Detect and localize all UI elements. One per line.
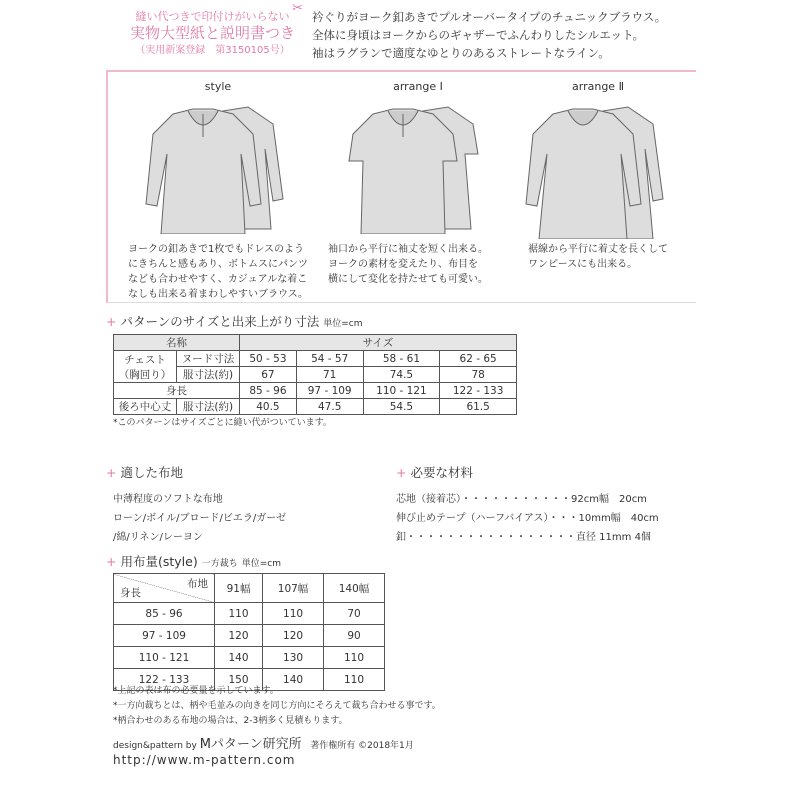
corner-top: 布地 [187,578,208,590]
chest-label: チェスト（胸回り） [114,351,177,383]
style-card [128,80,308,300]
fabric-heading: + 適した布地 [106,465,183,480]
cell: 97 - 109 [114,625,215,647]
credit-prefix: design&pattern by [113,741,197,751]
cell: 74.5 [363,367,440,383]
table-row [114,625,385,647]
size-section-heading: + パターンのサイズと出来上がり寸法 単位=cm [106,314,363,329]
cell: 122 - 133 [440,383,517,399]
style-desc: 横にして変化を持たせても可愛い。 [328,274,488,285]
intro-line: 衿ぐりがヨーク釦あきでプルオーバータイプのチュニックブラウス。 [312,10,667,24]
cell: 78 [440,367,517,383]
unit-label: 単位=cm [323,319,363,329]
cell: 110 [324,669,385,691]
fabric-line: 中薄程度のソフトな布地 [113,494,223,505]
intro-text [312,8,666,62]
material-value: 92cm幅 20cm [571,494,647,505]
cell: 40.5 [240,399,297,415]
cell: 97 - 109 [296,383,363,399]
cell: 50 - 53 [240,351,297,367]
fabric-line: ローン/ボイル/ブロード/ビエラ/ガーゼ [113,513,287,524]
badge-registration: （実用新案登録 第3150105号） [135,45,290,56]
copyright: 著作権所有 ©2018年1月 [310,741,414,751]
style-variations-panel [106,70,696,303]
material-item [396,528,659,547]
cell: 110 - 121 [114,647,215,669]
cell: 120 [263,625,324,647]
yardage-table [113,573,385,691]
full-size-pattern-badge [130,1,303,59]
table-row [114,647,385,669]
table-row [114,603,385,625]
size-table [113,334,517,415]
fabric-list [113,490,286,547]
yardage-notes [113,684,441,729]
dress-illustration [143,99,293,234]
note: *上記の表は布の必要量を示しています。 [113,686,279,696]
cell: 110 [263,603,324,625]
column-header: 91幅 [215,574,263,603]
cell: 140 [263,669,324,691]
badge-title: 実物大型紙と説明書つき [130,24,296,42]
cell: 85 - 96 [240,383,297,399]
garment-label: 服寸法(約) [177,367,240,383]
fabric-line: /綿/リネン/レーヨン [113,532,203,543]
cell: 130 [263,647,324,669]
cell: 61.5 [440,399,517,415]
nude-label: ヌード寸法 [177,351,240,367]
cell: 47.5 [296,399,363,415]
size-note: *このパターンはサイズごとに縫い代がついています。 [113,418,332,428]
section-title: パターンのサイズと出来上がり寸法 [120,314,320,329]
cell: 85 - 96 [114,603,215,625]
style-desc: ヨークの釦あきで1枚でもドレスのよう [128,244,305,255]
dress-illustration [523,99,673,239]
style-desc: なども合わせやすく、カジュアルな着こ [128,274,308,285]
cell: 67 [240,367,297,383]
material-name: 伸び止めテープ（ハーフバイアス）・・・ [396,513,579,524]
style-desc: にきちんと感もあり、ボトムスにパンツ [128,259,308,270]
material-value: 10mm幅 40cm [578,513,659,524]
brand-name: Mパターン研究所 [199,737,302,752]
cell: 70 [324,603,385,625]
height-label: 身長 [114,383,240,399]
cell: 110 [324,647,385,669]
badge-line: 縫い代つきで印付けがいらない [135,10,290,23]
section-title: 適した布地 [120,465,183,480]
material-item [396,490,659,509]
style-desc: なしも出来る着まわしやすいブラウス。 [128,289,308,300]
note: *一方向裁ちとは、柄や毛並みの向きを同じ方向にそろえて裁ち合わせる事です。 [113,701,441,711]
arrange-1-card [328,80,508,285]
cell: 140 [215,647,263,669]
cell: 54.5 [363,399,440,415]
section-title: 必要な材料 [410,465,473,480]
column-header: 140幅 [324,574,385,603]
corner-cell [114,574,215,603]
cell: 150 [215,669,263,691]
garment-label: 服寸法(約) [177,399,240,415]
header-size: サイズ [240,335,517,351]
yardage-heading: + 用布量(style) 一方裁ち 単位=cm [106,554,281,569]
style-title: arrange Ⅰ [393,80,443,93]
header-name: 名称 [114,335,240,351]
style-desc: ヨークの素材を変えたり、布目を [328,259,478,270]
style-title: arrange Ⅱ [572,80,624,93]
arrange-2-card [508,80,688,270]
intro-line: 袖はラグランで適度なゆとりのあるストレートなライン。 [312,46,610,60]
section-title: 用布量(style) [120,554,198,569]
cell: 120 [215,625,263,647]
scissors-icon: ✂ [292,1,303,16]
website-link[interactable]: http://www.m-pattern.com [113,753,296,767]
cell: 122 - 133 [114,669,215,691]
cell: 58 - 61 [363,351,440,367]
unit-label: 単位=cm [241,559,281,569]
cell: 54 - 57 [296,351,363,367]
materials-heading: + 必要な材料 [396,465,473,480]
material-name: 釦・・・・・・・・・・・・・・・・・ [396,532,576,543]
back-length-label: 後ろ中心丈 [114,399,177,415]
dress-illustration [343,99,493,234]
cell: 110 [215,603,263,625]
note: *柄合わせのある布地の場合は、2-3柄多く見積もります。 [113,716,348,726]
style-desc: 袖口から平行に袖丈を短く出来る。 [328,244,488,255]
corner-bottom: 身長 [120,587,141,599]
cell: 110 - 121 [363,383,440,399]
column-header: 107幅 [263,574,324,603]
intro-line: 全体に身頃はヨークからのギャザーでふんわりしたシルエット。 [312,28,644,42]
material-item [396,509,659,528]
materials-list [396,490,659,547]
style-desc: 裾線から平行に着丈を長くして [528,244,668,255]
credit [113,733,414,752]
cell: 90 [324,625,385,647]
cell: 62 - 65 [440,351,517,367]
cut-direction: 一方裁ち [201,559,238,569]
material-name: 芯地（接着芯）・・・・・・・・・・・ [396,494,571,505]
style-desc: ワンピースにも出来る。 [528,259,638,270]
cell: 71 [296,367,363,383]
style-title: style [204,80,232,93]
material-value: 直径 11mm 4個 [576,532,651,543]
